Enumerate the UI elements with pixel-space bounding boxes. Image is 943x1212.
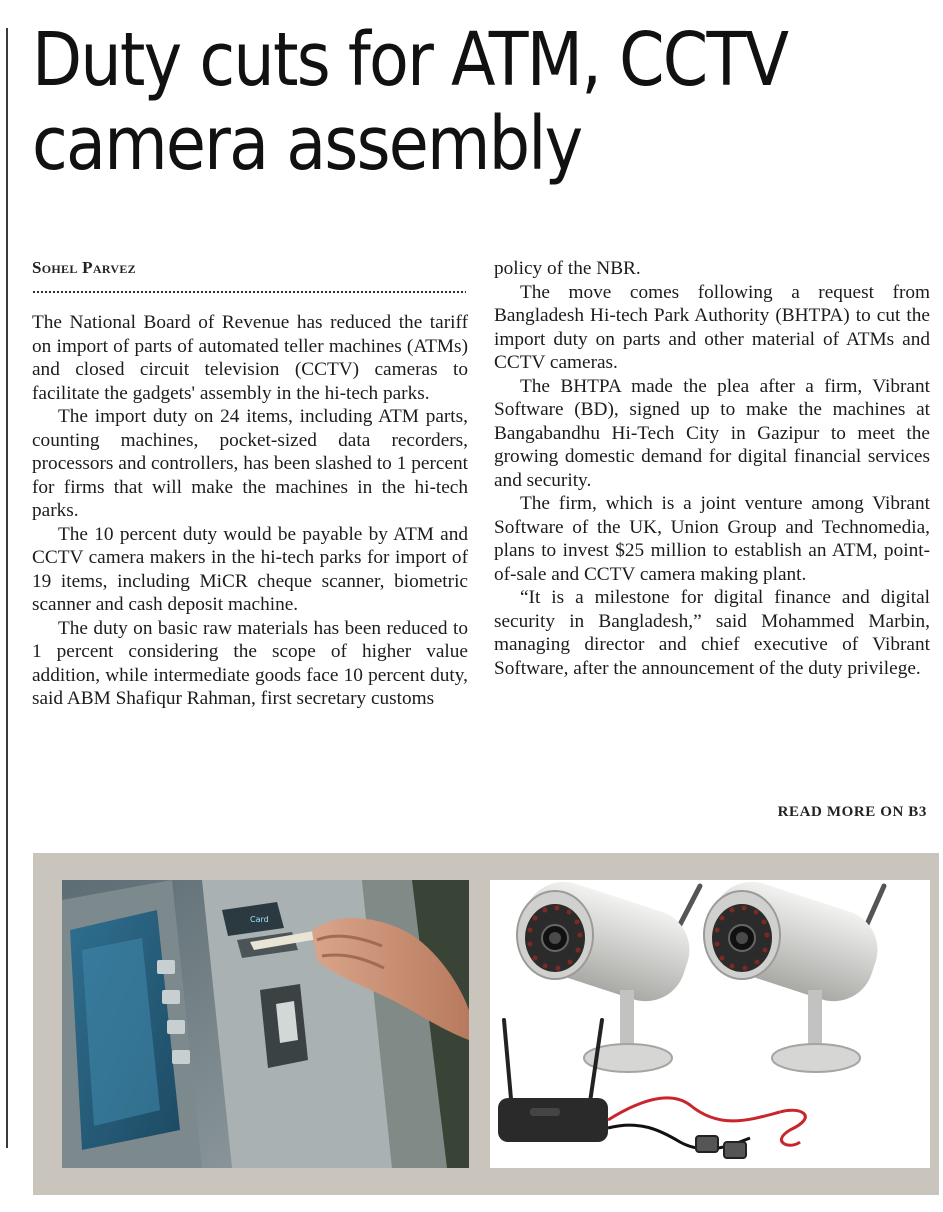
headline-line-2: camera assembly: [32, 101, 582, 187]
atm-photo: [62, 880, 469, 1168]
paragraph: The National Board of Revenue has reduced the tariff on import of parts of automated teller machines (ATMs) and closed circuit television (CCTV) cameras to facilitate the gadgets' assembly in the hi-tech parks.: [32, 312, 468, 404]
atm-illustration: [62, 880, 469, 1168]
cctv-photo: [490, 880, 930, 1168]
byline: Sohel Parvez: [32, 258, 136, 277]
left-column-rule: [6, 28, 8, 1148]
paragraph: The move comes following a request from Bangladesh Hi-tech Park Authority (BHTPA) to cut the import duty on parts and other material of ATMs and CCTV cameras.: [494, 281, 930, 373]
article-column-1: [32, 311, 468, 711]
dotted-separator: [32, 290, 466, 294]
paragraph: The import duty on 24 items, including ATM parts, counting machines, pocket-sized data recorders, processors and controllers, has been slashed to 1 percent for firms that will make the machines in the hi-tech parks.: [32, 406, 468, 521]
cctv-illustration: [490, 880, 930, 1168]
paragraph: “It is a milestone for digital finance and digital security in Bangladesh,” said Mohammed Marbin, managing director and chief executive of Vibrant Software, after the announcement of the duty privilege.: [494, 587, 930, 679]
paragraph: The BHTPA made the plea after a firm, Vibrant Software (BD), signed up to make the machines at Bangabandhu Hi-Tech City in Gazipur to meet the growing domestic demand for digital financial services and security.: [494, 375, 930, 491]
read-more-link[interactable]: READ MORE ON B3: [777, 804, 927, 820]
headline-line-1: Duty cuts for ATM, CCTV: [32, 17, 788, 103]
paragraph: The firm, which is a joint venture among Vibrant Software of the UK, Union Group and Technomedia, plans to invest $25 million to establish an ATM, point-of-sale and CCTV camera making plant.: [494, 493, 930, 585]
headline: [32, 18, 824, 186]
card-slot-label: Card: [250, 915, 269, 924]
paragraph: policy of the NBR.: [494, 258, 641, 279]
paragraph: The duty on basic raw materials has been reduced to 1 percent considering the scope of higher value addition, while intermediate goods face 10 percent duty, said ABM Shafiqur Rahman, first secretary customs: [32, 617, 468, 709]
photo-panel: [33, 853, 939, 1195]
article-column-2: [494, 257, 930, 680]
paragraph: The 10 percent duty would be payable by ATM and CCTV camera makers in the hi-tech parks for import of 19 items, including MiCR cheque scanner, biometric scanner and cash deposit machine.: [32, 523, 468, 615]
